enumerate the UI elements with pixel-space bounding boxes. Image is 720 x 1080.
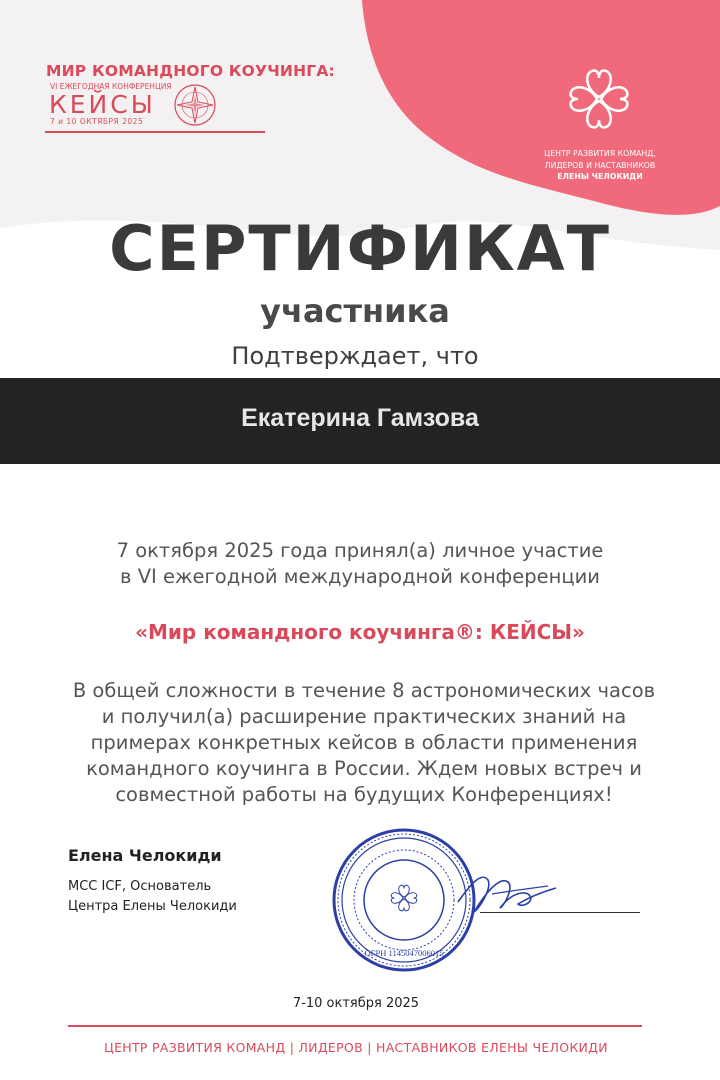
- center-logo-line2: ЛИДЕРОВ И НАСТАВНИКОВ: [544, 160, 656, 170]
- compass-icon: [172, 82, 218, 128]
- confirms-text: Подтверждает, что: [231, 342, 479, 370]
- certificate-subtitle: участника: [260, 292, 450, 330]
- recipient-name: Екатерина Гамзова: [241, 404, 479, 432]
- footer-divider: [68, 1025, 642, 1027]
- signatory-role-line1: MCC ICF, Основатель: [68, 879, 212, 894]
- conference-title: МИР КОМАНДНОГО КОУЧИНГА:: [46, 62, 335, 80]
- footer-date: 7-10 октября 2025: [292, 996, 420, 1011]
- details-line1: В общей сложности в течение 8 астрономических часов: [72, 679, 656, 702]
- details-line5: совместной работы на будущих Конференциях!: [115, 783, 613, 806]
- signatory-role-line2: Центра Елены Челокиди: [68, 899, 237, 914]
- participation-line1: 7 октября 2025 года принял(а) личное участие: [116, 539, 604, 562]
- conference-dates: 7 и 10 ОКТЯБРЯ 2025: [50, 117, 144, 126]
- signature-mark: [452, 862, 562, 922]
- details-text: [0, 678, 720, 808]
- conference-underline: [45, 131, 265, 133]
- conference-name: «Мир командного коучинга®: КЕЙСЫ»: [135, 620, 585, 644]
- details-line4: командного коучинга в России. Ждем новых встреч и: [86, 757, 642, 780]
- clover-logo-icon: [560, 60, 638, 138]
- stamp-ogrn: ОГРН 1145047006015: [364, 948, 444, 958]
- participation-text: [0, 538, 720, 590]
- conference-keisy: КЕЙСЫ: [49, 90, 156, 119]
- details-line3: примерах конкретных кейсов в области применения: [90, 731, 638, 754]
- signatory-name: Елена Челокиди: [68, 846, 222, 865]
- footer-center-text: ЦЕНТР РАЗВИТИЯ КОМАНД | ЛИДЕРОВ | НАСТАВНИКОВ ЕЛЕНЫ ЧЕЛОКИДИ: [104, 1040, 608, 1055]
- details-line2: и получил(а) расширение практических знаний на: [101, 705, 627, 728]
- conference-subtitle: VI ЕЖЕГОДНАЯ КОНФЕРЕНЦИЯ: [50, 82, 172, 91]
- center-logo-line1: ЦЕНТР РАЗВИТИЯ КОМАНД,: [544, 149, 656, 158]
- signatory-role: [68, 877, 237, 917]
- participation-line2: в VI ежегодной международной конференции: [120, 565, 600, 588]
- center-logo-line3: ЕЛЕНЫ ЧЕЛОКИДИ: [557, 172, 643, 181]
- center-logo-text: [520, 148, 680, 183]
- certificate-title: СЕРТИФИКАТ: [109, 212, 611, 285]
